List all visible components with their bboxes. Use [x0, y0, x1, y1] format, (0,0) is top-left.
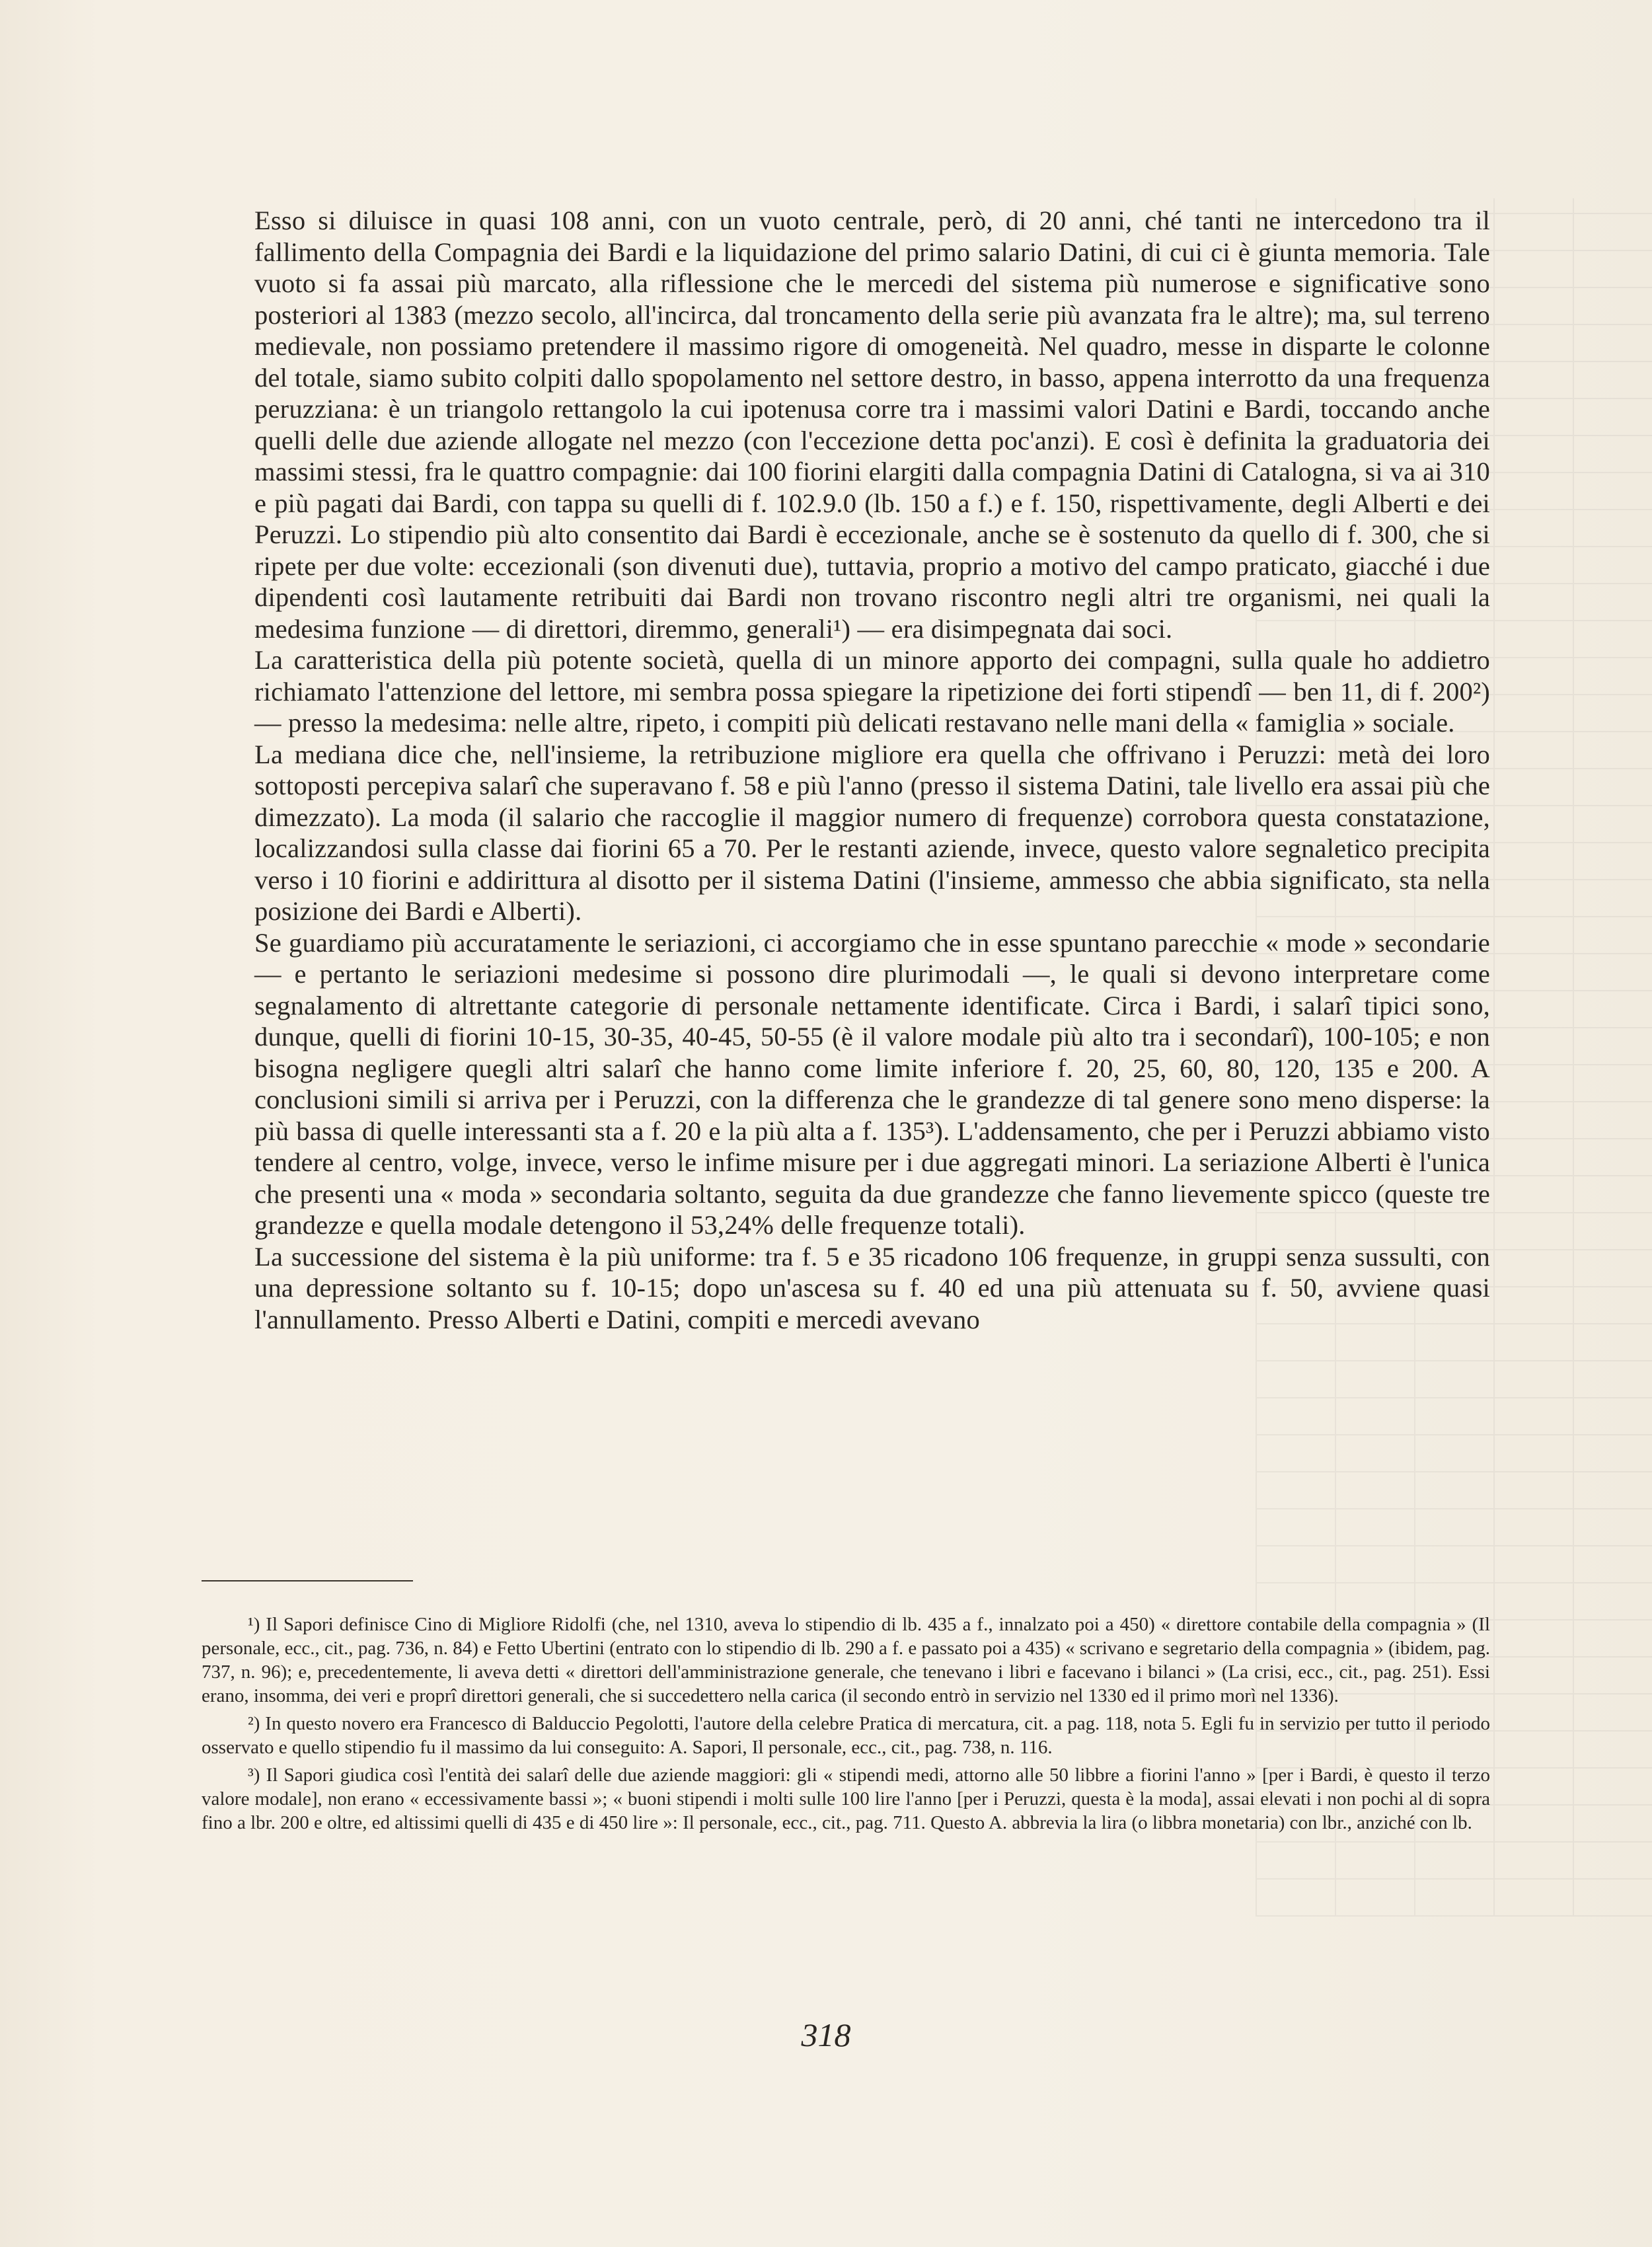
body-paragraph-5: La successione del sistema è la più uniforme: tra f. 5 e 35 ricadono 106 frequenze, in gruppi senza sussulti, con una depressione soltanto su f. 10-15; dopo un'ascesa su f. 40 ed una più attenuata su f. 50, avviene quasi l'annullamento. Presso Alberti e Datini, compiti e mercedi avevano: [254, 1241, 1490, 1334]
page-number: 318: [801, 2016, 851, 2053]
footnote-separator: [202, 1580, 413, 1581]
footnote-2: ²) In questo novero era Francesco di Balduccio Pegolotti, l'autore della celebre Pratica di mercatura, cit. a pag. 118, nota 5. Egli fu in servizio per tutto il periodo osservato e quello stipendio fu il massimo da lui conseguito: A. Sapori, Il personale, ecc., cit., pag. 738, n. 116.: [202, 1713, 1490, 1758]
body-paragraph-3: La mediana dice che, nell'insieme, la retribuzione migliore era quella che offrivano i Peruzzi: metà dei loro sottoposti percepiva salarî che superavano f. 58 e più l'anno (presso il sistema Datini, tale livello era assai più che dimezzato). La moda (il salario che raccoglie il maggior numero di frequenze) corrobora questa constatazione, localizzandosi sulla classe dai fiorini 65 a 70. Per le restanti aziende, invece, questo valore segnaletico precipita verso i 10 fiorini e addirittura al disotto per il sistema Datini (l'insieme, ammesso che abbia significato, sta nella posizione dei Bardi e Alberti).: [254, 739, 1490, 926]
footnote-3: ³) Il Sapori giudica così l'entità dei salarî delle due aziende maggiori: gli « stipendi medi, attorno alle 50 libbre a fiorini l'anno » [per i Bardi, è questo il terzo valore modale], non erano « eccessivamente bassi »; « buoni stipendi i molti sulle 100 lire l'anno [per i Peruzzi, questa è la moda], assai elevati i non pochi al di sopra fino a lbr. 200 e oltre, ed altissimi quelli di 435 e di 450 lire »: Il personale, ecc., cit., pag. 711. Questo A. abbrevia la lira (o libbra monetaria) con lbr., anziché con lb.: [202, 1765, 1490, 1833]
main-text: [254, 205, 1490, 1335]
footnote-1: ¹) Il Sapori definisce Cino di Migliore Ridolfi (che, nel 1310, aveva lo stipendio di lb. 435 a f., innalzato poi a 450) « direttore contabile della compagnia » (Il personale, ecc., cit., pag. 736, n. 84) e Fetto Ubertini (entrato con lo stipendio di lb. 290 a f. e passato poi a 435) « scrivano e segretario della compagnia » (ibidem, pag. 737, n. 96); e, precedentemente, li aveva detti « direttori dell'amministrazione generale, che tenevano i libri e facevano i bilanci » (La crisi, ecc., cit., pag. 251). Essi erano, insomma, dei veri e proprî direttori generali, che si succedettero nella carica (il secondo entrò in servizio nel 1330 ed il primo morì nel 1336).: [202, 1614, 1490, 1706]
footnotes: [202, 1613, 1490, 1839]
body-paragraph-2: La caratteristica della più potente società, quella di un minore apporto dei compagni, sulla quale ho addietro richiamato l'attenzione del lettore, mi sembra possa spiegare la ripetizione dei forti stipendî — ben 11, di f. 200²) — presso la medesima: nelle altre, ripeto, i compiti più delicati restavano nelle mani della « famiglia » sociale.: [254, 645, 1490, 738]
body-paragraph-4: Se guardiamo più accuratamente le seriazioni, ci accorgiamo che in esse spuntano parecchie « mode » secondarie — e pertanto le seriazioni medesime si possono dire plurimodali —, le quali si devono interpretare come segnalamento di altrettante categorie di personale nettamente identificate. Circa i Bardi, i salarî tipici sono, dunque, quelli di fiorini 10-15, 30-35, 40-45, 50-55 (è il valore modale più alto tra i secondarî), 100-105; e non bisogna negligere quegli altri salarî che hanno come limite inferiore f. 20, 25, 60, 80, 120, 135 e 200. A conclusioni simili si arriva per i Peruzzi, con la differenza che le grandezze di tal genere sono meno disperse: la più bassa di quelle interessanti sta a f. 20 e la più alta a f. 135³). L'addensamento, che per i Peruzzi abbiamo visto tendere al centro, volge, invece, verso le infime misure per i due aggregati minori. La seriazione Alberti è l'unica che presenti una « moda » secondaria soltanto, seguita da due grandezze che fanno lievemente spicco (queste tre grandezze e quella modale detengono il 53,24% delle frequenze totali).: [254, 927, 1490, 1240]
body-paragraph-1: Esso si diluisce in quasi 108 anni, con un vuoto centrale, però, di 20 anni, ché tanti ne intercedono tra il fallimento della Compagnia dei Bardi e la liquidazione del primo salario Datini, di cui ci è giunta memoria. Tale vuoto si fa assai più marcato, alla riflessione che le mercedi del sistema più numerose e significative sono posteriori al 1383 (mezzo secolo, all'incirca, dal troncamento della serie più avanzata fra le altre); ma, sul terreno medievale, non possiamo pretendere il massimo rigore di omogeneità. Nel quadro, messe in disparte le colonne del totale, siamo subito colpiti dallo spopolamento nel settore destro, in basso, appena interrotto da una frequenza peruzziana: è un triangolo rettangolo la cui ipotenusa corre tra i massimi valori Datini e Bardi, toccando anche quelli delle due aziende allogate nel mezzo (con l'eccezione detta poc'anzi). E così è definita la graduatoria dei massimi stessi, fra le quattro compagnie: dai 100 fiorini elargiti dalla compagnia Datini di Catalogna, si va ai 310 e più pagati dai Bardi, con tappa su quelli di f. 102.9.0 (lb. 150 a f.) e f. 150, rispettivamente, degli Alberti e dei Peruzzi. Lo stipendio più alto consentito dai Bardi è eccezionale, anche se è sostenuto da quello di f. 300, che si ripete per due volte: eccezionali (son divenuti due), tuttavia, proprio a motivo del campo praticato, giacché i due dipendenti così lautamente retribuiti dai Bardi non trovano riscontro negli altri tre organismi, nei quali la medesima funzione — di direttori, diremmo, generali¹) — era disimpegnata dai soci.: [254, 206, 1490, 644]
